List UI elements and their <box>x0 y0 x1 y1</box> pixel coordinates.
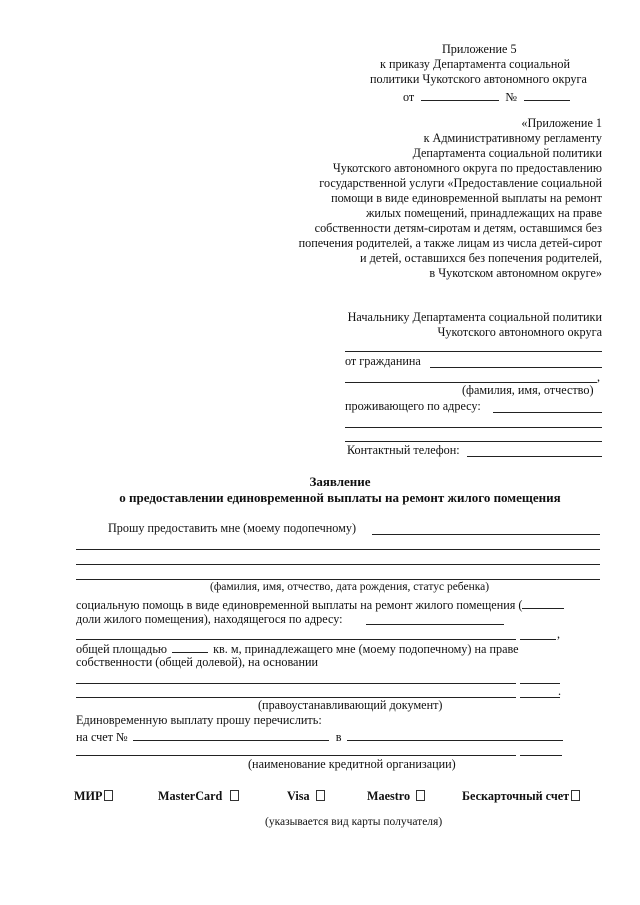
social-help-label: социальную помощь в виде единовременной выплаты на ремонт жилого помещения ( <box>76 598 523 612</box>
checkbox-icon[interactable] <box>230 790 239 801</box>
appendix1-line: в Чукотском автономном округе» <box>429 266 602 280</box>
property-address-field-3[interactable] <box>520 639 556 640</box>
recipient-field[interactable] <box>372 534 600 535</box>
document-subtitle: о предоставлении единовременной выплаты на ремонт жилого помещения <box>119 490 561 505</box>
appendix1-line: помощи в виде единовременной выплаты на ремонт <box>331 191 602 205</box>
addressee-blank-line[interactable] <box>345 351 602 352</box>
bank-field[interactable] <box>347 728 563 741</box>
card-option-visa[interactable] <box>287 789 325 804</box>
checkbox-icon[interactable] <box>416 790 425 801</box>
card-option-mastercard[interactable] <box>158 789 239 804</box>
account-label: на счет № <box>76 730 128 744</box>
appendix5-date-number <box>403 88 570 105</box>
appendix5-title: Приложение 5 <box>442 42 517 56</box>
area-field[interactable] <box>172 640 208 653</box>
appendix1-line: к Административному регламенту <box>423 131 602 145</box>
basis-field[interactable] <box>76 683 516 684</box>
bank-field-2[interactable] <box>76 755 516 756</box>
in-label: в <box>335 730 342 744</box>
area-tail: кв. м, принадлежащего мне (моему подопечному) на праве <box>213 642 519 656</box>
address-field-3[interactable] <box>345 441 602 442</box>
card-visa-label: Visa <box>287 789 310 803</box>
social-help-text <box>76 596 564 613</box>
period: . <box>558 684 562 698</box>
ownership-text: собственности (общей долевой), на основании <box>76 655 319 669</box>
date-field[interactable] <box>421 88 499 101</box>
fio-hint: (фамилия, имя, отчество) <box>462 383 594 397</box>
appendix1-line: Департамента социальной политики <box>412 146 602 160</box>
document-hint: (правоустанавливающий документ) <box>258 698 443 712</box>
addressee-line2: Чукотского автономного округа <box>437 325 602 339</box>
recipient-field-3[interactable] <box>76 564 600 565</box>
checkbox-icon[interactable] <box>104 790 113 801</box>
addressee-line1: Начальнику Департамента социальной политики <box>347 310 602 324</box>
number-label: № <box>505 90 517 104</box>
share-tail-text: доли жилого помещения), находящегося по адресу: <box>76 612 343 626</box>
card-mir-label: МИР <box>74 789 103 803</box>
property-address-field[interactable] <box>366 624 504 625</box>
appendix1-line: «Приложение 1 <box>521 116 602 130</box>
card-option-cardless[interactable] <box>462 789 580 804</box>
address-field[interactable] <box>493 412 602 413</box>
basis-field-4[interactable] <box>520 697 560 698</box>
child-hint: (фамилия, имя, отчество, дата рождения, статус ребенка) <box>210 581 490 593</box>
citizen-name-field[interactable] <box>430 367 602 368</box>
card-maestro-label: Maestro <box>367 789 411 803</box>
share-field[interactable] <box>522 596 564 609</box>
appendix1-line: жилых помещений, принадлежащих на праве <box>365 206 602 220</box>
comma-2: , <box>557 627 561 641</box>
appendix1-line: государственной услуги «Предоставление социальной <box>319 176 602 190</box>
card-mastercard-label: MasterCard <box>158 789 223 803</box>
document-title: Заявление <box>309 474 371 489</box>
appendix1-line: и детей, оставшихся без попечения родителей, <box>360 251 602 265</box>
card-cardless-label: Бескарточный счет <box>462 789 570 803</box>
phone-label: Контактный телефон: <box>347 443 460 457</box>
appendix1-line: собственности детям-сиротам и детям, оставшимся без <box>314 221 602 235</box>
phone-field[interactable] <box>467 456 602 457</box>
card-option-maestro[interactable] <box>367 789 425 804</box>
card-hint: (указывается вид карты получателя) <box>265 816 443 828</box>
card-option-mir[interactable] <box>74 789 113 804</box>
checkbox-icon[interactable] <box>316 790 325 801</box>
from-citizen-label: от гражданина <box>345 354 421 368</box>
comma: , <box>597 370 601 384</box>
appendix5-order: к приказу Департамента социальной <box>380 57 570 71</box>
bank-hint: (наименование кредитной организации) <box>248 757 456 771</box>
bank-field-3[interactable] <box>520 755 562 756</box>
appendix1-line: попечения родителей, а также лицам из числа детей-сирот <box>298 236 602 250</box>
appendix1-line: Чукотского автономного округа по предоставлению <box>332 161 602 175</box>
request-text: Прошу предоставить мне (моему подопечному) <box>108 521 357 535</box>
checkbox-icon[interactable] <box>571 790 580 801</box>
order-number-field[interactable] <box>524 88 570 101</box>
appendix1-block <box>299 116 602 281</box>
from-label: от <box>403 90 415 104</box>
account-number-field[interactable] <box>133 728 329 741</box>
basis-field-2[interactable] <box>520 683 560 684</box>
address-field-2[interactable] <box>345 427 602 428</box>
area-label: общей площадью <box>76 642 168 656</box>
account-line <box>76 728 563 745</box>
residing-label: проживающего по адресу: <box>345 399 481 413</box>
appendix5-policy: политики Чукотского автономного округа <box>370 72 587 86</box>
transfer-text: Единовременную выплату прошу перечислить: <box>76 713 322 727</box>
recipient-field-2[interactable] <box>76 549 600 550</box>
